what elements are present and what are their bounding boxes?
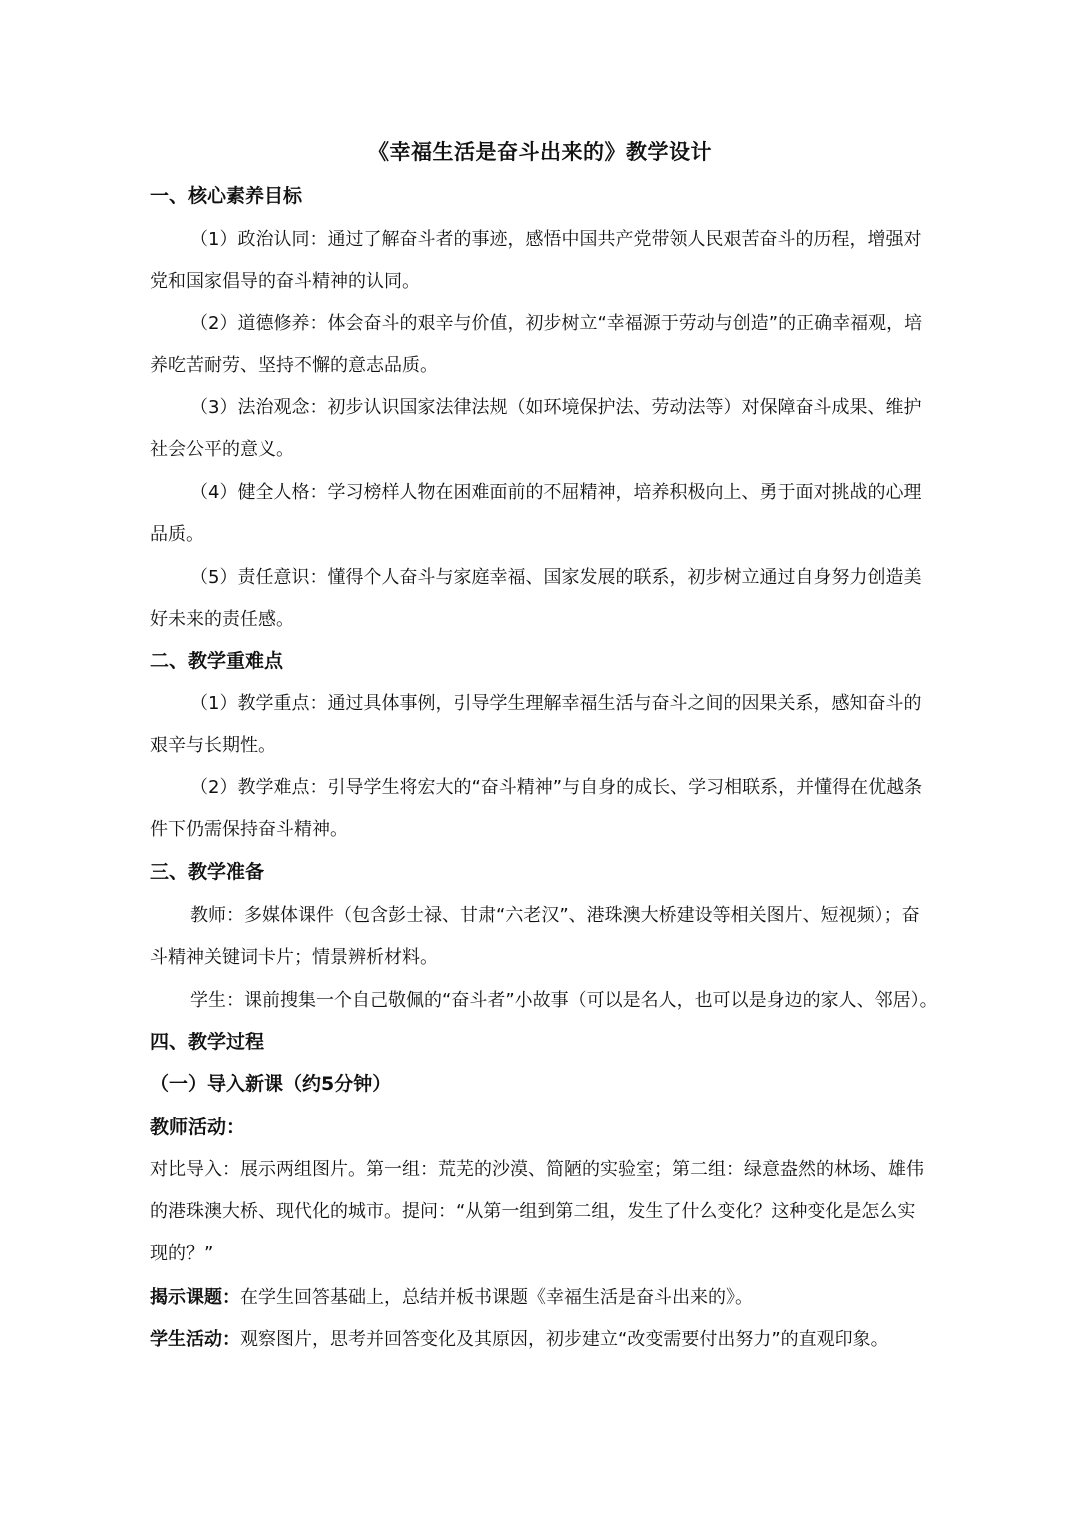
intro-paragraph: 对比导入：展示两组图片。第一组：荒芜的沙漠、简陋的实验室；第二组：绿意盎然的林场、雄伟的港珠澳大桥、现代化的城市。提问：“从第一组到第二组，发生了什么变化？这种变化是怎么实现的？” [150, 1159, 924, 1264]
subsection-heading-intro: （一）导入新课（约5分钟） [150, 1073, 392, 1095]
objective-responsibility: （5）责任意识：懂得个人奋斗与家庭幸福、国家发展的联系，初步树立通过自身努力创造美好未来的责任感。 [150, 567, 922, 630]
reveal-topic-label: 揭示课题： [150, 1287, 240, 1308]
difficult-point: （2）教学难点：引导学生将宏大的“奋斗精神”与自身的成长、学习相联系，并懂得在优越条件下仍需保持奋斗精神。 [150, 777, 923, 840]
teacher-activity-label: 教师活动： [150, 1116, 246, 1138]
section-heading-key-points: 二、教学重难点 [150, 650, 284, 672]
reveal-topic-text: 在学生回答基础上，总结并板书课题《幸福生活是奋斗出来的》。 [240, 1287, 753, 1308]
key-point: （1）教学重点：通过具体事例，引导学生理解幸福生活与奋斗之间的因果关系，感知奋斗的艰辛与长期性。 [150, 693, 922, 756]
objective-law: （3）法治观念：初步认识国家法律法规（如环境保护法、劳动法等）对保障奋斗成果、维护社会公平的意义。 [150, 397, 922, 460]
section-heading-preparation: 三、教学准备 [150, 861, 265, 883]
student-activity-label: 学生活动： [150, 1329, 240, 1350]
objective-political: （1）政治认同：通过了解奋斗者的事迹，感悟中国共产党带领人民艰苦奋斗的历程，增强对党和国家倡导的奋斗精神的认同。 [150, 229, 922, 292]
objective-moral: （2）道德修养：体会奋斗的艰辛与价值，初步树立“幸福源于劳动与创造”的正确幸福观，培养吃苦耐劳、坚持不懈的意志品质。 [150, 313, 923, 376]
document-title: 《幸福生活是奋斗出来的》教学设计 [368, 140, 712, 164]
section-heading-process: 四、教学过程 [150, 1031, 265, 1053]
teacher-preparation: 教师：多媒体课件（包含彭士禄、甘肃“六老汉”、港珠澳大桥建设等相关图片、短视频）；奋斗精神关键词卡片；情景辨析材料。 [150, 905, 920, 968]
section-heading-objectives: 一、核心素养目标 [150, 185, 303, 207]
student-activity-text: 观察图片，思考并回答变化及其原因，初步建立“改变需要付出努力”的直观印象。 [240, 1329, 889, 1350]
student-preparation: 学生：课前搜集一个自己敬佩的“奋斗者”小故事（可以是名人，也可以是身边的家人、邻居）。 [190, 990, 938, 1011]
reveal-topic-paragraph [150, 1283, 940, 1313]
student-activity-paragraph [150, 1325, 940, 1355]
objective-personality: （4）健全人格：学习榜样人物在困难面前的不屈精神，培养积极向上、勇于面对挑战的心理品质。 [150, 482, 922, 545]
